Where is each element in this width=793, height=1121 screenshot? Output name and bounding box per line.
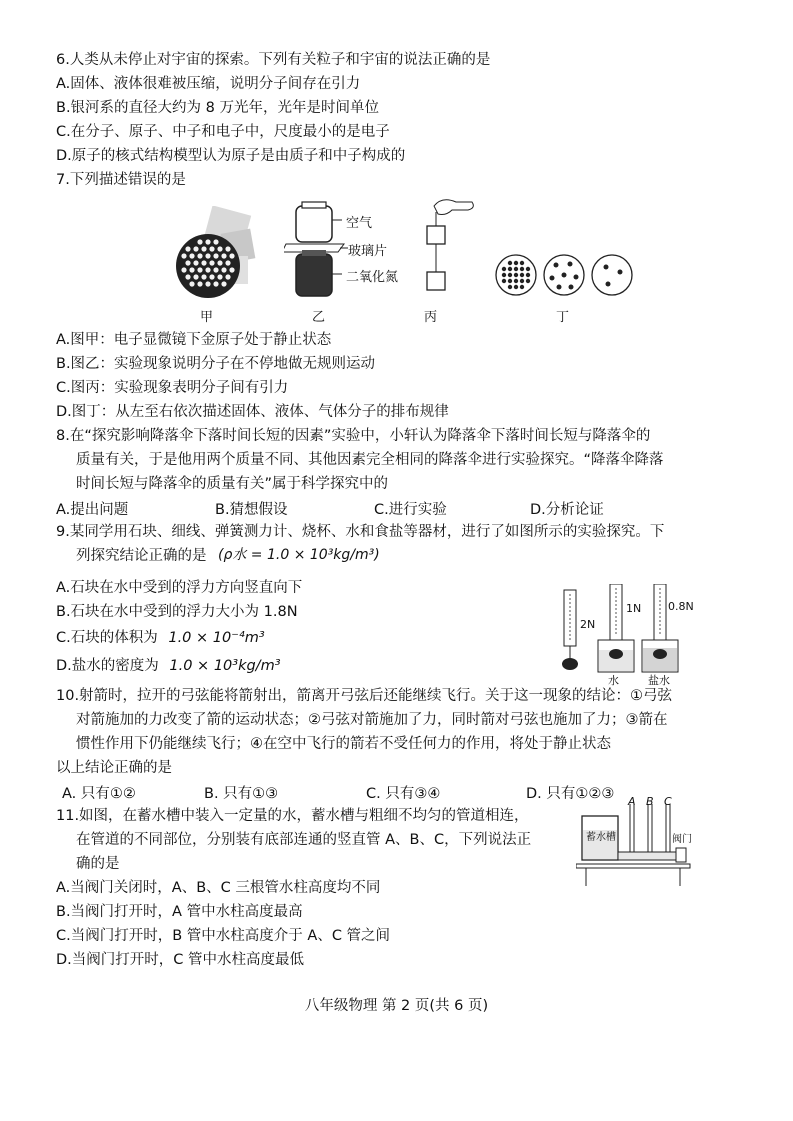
q9-option-d-text: D.盐水的密度为	[56, 658, 159, 674]
q9-option-a: A.石块在水中受到的浮力方向竖直向下	[56, 580, 303, 596]
q10-line4: 以上结论正确的是	[56, 760, 172, 776]
q7-figure-ding	[494, 250, 634, 300]
q7-figure-bing	[412, 196, 482, 302]
q6-option-b: B.银河系的直径大约为 8 万光年，光年是时间单位	[56, 100, 379, 116]
q9-reading-0.8n: 0.8N	[668, 600, 694, 613]
q11-label-c: C	[664, 795, 672, 808]
q7-label-glass: 玻璃片	[348, 244, 388, 259]
q9-option-d	[56, 656, 281, 676]
q9-option-c	[56, 628, 265, 648]
q11-label-b: B	[646, 795, 654, 808]
q9-option-c-formula: 1.0 × 10⁻⁴m³	[168, 630, 265, 646]
q7-option-a: A.图甲：电子显微镜下金原子处于静止状态	[56, 332, 332, 348]
q7-label-jia: 甲	[200, 310, 214, 325]
q9-reading-1n: 1N	[626, 602, 642, 615]
q9-line2: 列探究结论正确的是	[76, 548, 207, 564]
q10-option-b: B. 只有①③	[204, 786, 279, 802]
q8-option-b: B.猜想假设	[215, 502, 288, 518]
q6-option-a: A.固体、液体很难被压缩，说明分子间存在引力	[56, 76, 361, 92]
q11-line3: 确的是	[76, 856, 120, 872]
q9-reading-2n: 2N	[580, 618, 596, 631]
q9-option-d-formula: 1.0 × 10³kg/m³	[169, 658, 281, 674]
q9-label-saltwater: 盐水	[648, 674, 670, 687]
q7-option-b: B.图乙：实验现象说明分子在不停地做无规则运动	[56, 356, 376, 372]
q11-label-valve: 阀门	[672, 834, 692, 845]
q8-line1: 8.在“探究影响降落伞下落时间长短的因素”实验中，小轩认为降落伞下落时间长短与降落伞的	[56, 428, 651, 444]
q9-line1: 9.某同学用石块、细线、弹簧测力计、烧杯、水和食盐等器材，进行了如图所示的实验探究。下	[56, 524, 665, 540]
q10-line2: 对箭施加的力改变了箭的运动状态；②弓弦对箭施加了力，同时箭对弓弦也施加了力；③箭在	[76, 712, 668, 728]
q7-label-ding: 丁	[556, 310, 570, 325]
q9-label-water: 水	[608, 674, 619, 687]
q7-figure-yi	[284, 200, 354, 300]
q10-option-d: D. 只有①②③	[526, 786, 615, 802]
q10-option-c: C. 只有③④	[366, 786, 441, 802]
q9-option-c-text: C.石块的体积为	[56, 630, 158, 646]
q7-option-d: D.图丁：从左至右依次描述固体、液体、气体分子的排布规律	[56, 404, 449, 420]
q11-option-c: C.当阀门打开时，B 管中水柱高度介于 A、C 管之间	[56, 928, 391, 944]
q7-label-yi: 乙	[312, 310, 326, 325]
q8-option-a: A.提出问题	[56, 502, 129, 518]
q7-stem: 7.下列描述错误的是	[56, 172, 186, 188]
q9-density-formula: (ρ水 = 1.0 × 10³kg/m³)	[218, 547, 380, 563]
q7-figure-jia	[168, 206, 258, 301]
q11-option-a: A.当阀门关闭时，A、B、C 三根管水柱高度均不同	[56, 880, 381, 896]
q7-option-c: C.图丙：实验现象表明分子间有引力	[56, 380, 289, 396]
q11-option-d: D.当阀门打开时，C 管中水柱高度最低	[56, 952, 305, 968]
q6-stem: 6.人类从未停止对宇宙的探索。下列有关粒子和宇宙的说法正确的是	[56, 52, 491, 68]
q9-option-b: B.石块在水中受到的浮力大小为 1.8N	[56, 604, 298, 620]
q7-label-bing: 丙	[424, 310, 438, 325]
page-footer: 八年级物理 第 2 页(共 6 页)	[304, 998, 489, 1014]
q11-line2: 在管道的不同部位，分别装有底部连通的竖直管 A、B、C，下列说法正	[76, 832, 532, 848]
q11-option-b: B.当阀门打开时，A 管中水柱高度最高	[56, 904, 303, 920]
q7-label-no2: 二氧化氮	[346, 270, 399, 285]
q8-option-d: D.分析论证	[530, 502, 604, 518]
q8-line3: 时间长短与降落伞的质量有关”属于科学探究中的	[76, 476, 389, 492]
q10-line3: 惯性作用下仍能继续飞行；④在空中飞行的箭若不受任何力的作用，将处于静止状态	[76, 736, 611, 752]
q10-line1: 10.射箭时，拉开的弓弦能将箭射出，箭离开弓弦后还能继续飞行。关于这一现象的结论：①弓弦	[56, 688, 673, 704]
q11-label-a: A	[628, 795, 636, 808]
q11-line1: 11.如图，在蓄水槽中装入一定量的水，蓄水槽与粗细不均匀的管道相连，	[56, 808, 529, 824]
q11-label-tank: 蓄水槽	[586, 832, 616, 843]
q10-option-a: A. 只有①②	[62, 786, 136, 802]
q8-option-c: C.进行实验	[374, 502, 447, 518]
q7-label-air: 空气	[346, 216, 373, 231]
q8-line2: 质量有关，于是他用两个质量不同、其他因素完全相同的降落伞进行实验探究。“降落伞降落	[76, 452, 664, 468]
q6-option-d: D.原子的核式结构模型认为原子是由质子和中子构成的	[56, 148, 406, 164]
q9-figure-spring-scales	[554, 584, 694, 684]
q6-option-c: C.在分子、原子、中子和电子中，尺度最小的是电子	[56, 124, 390, 140]
